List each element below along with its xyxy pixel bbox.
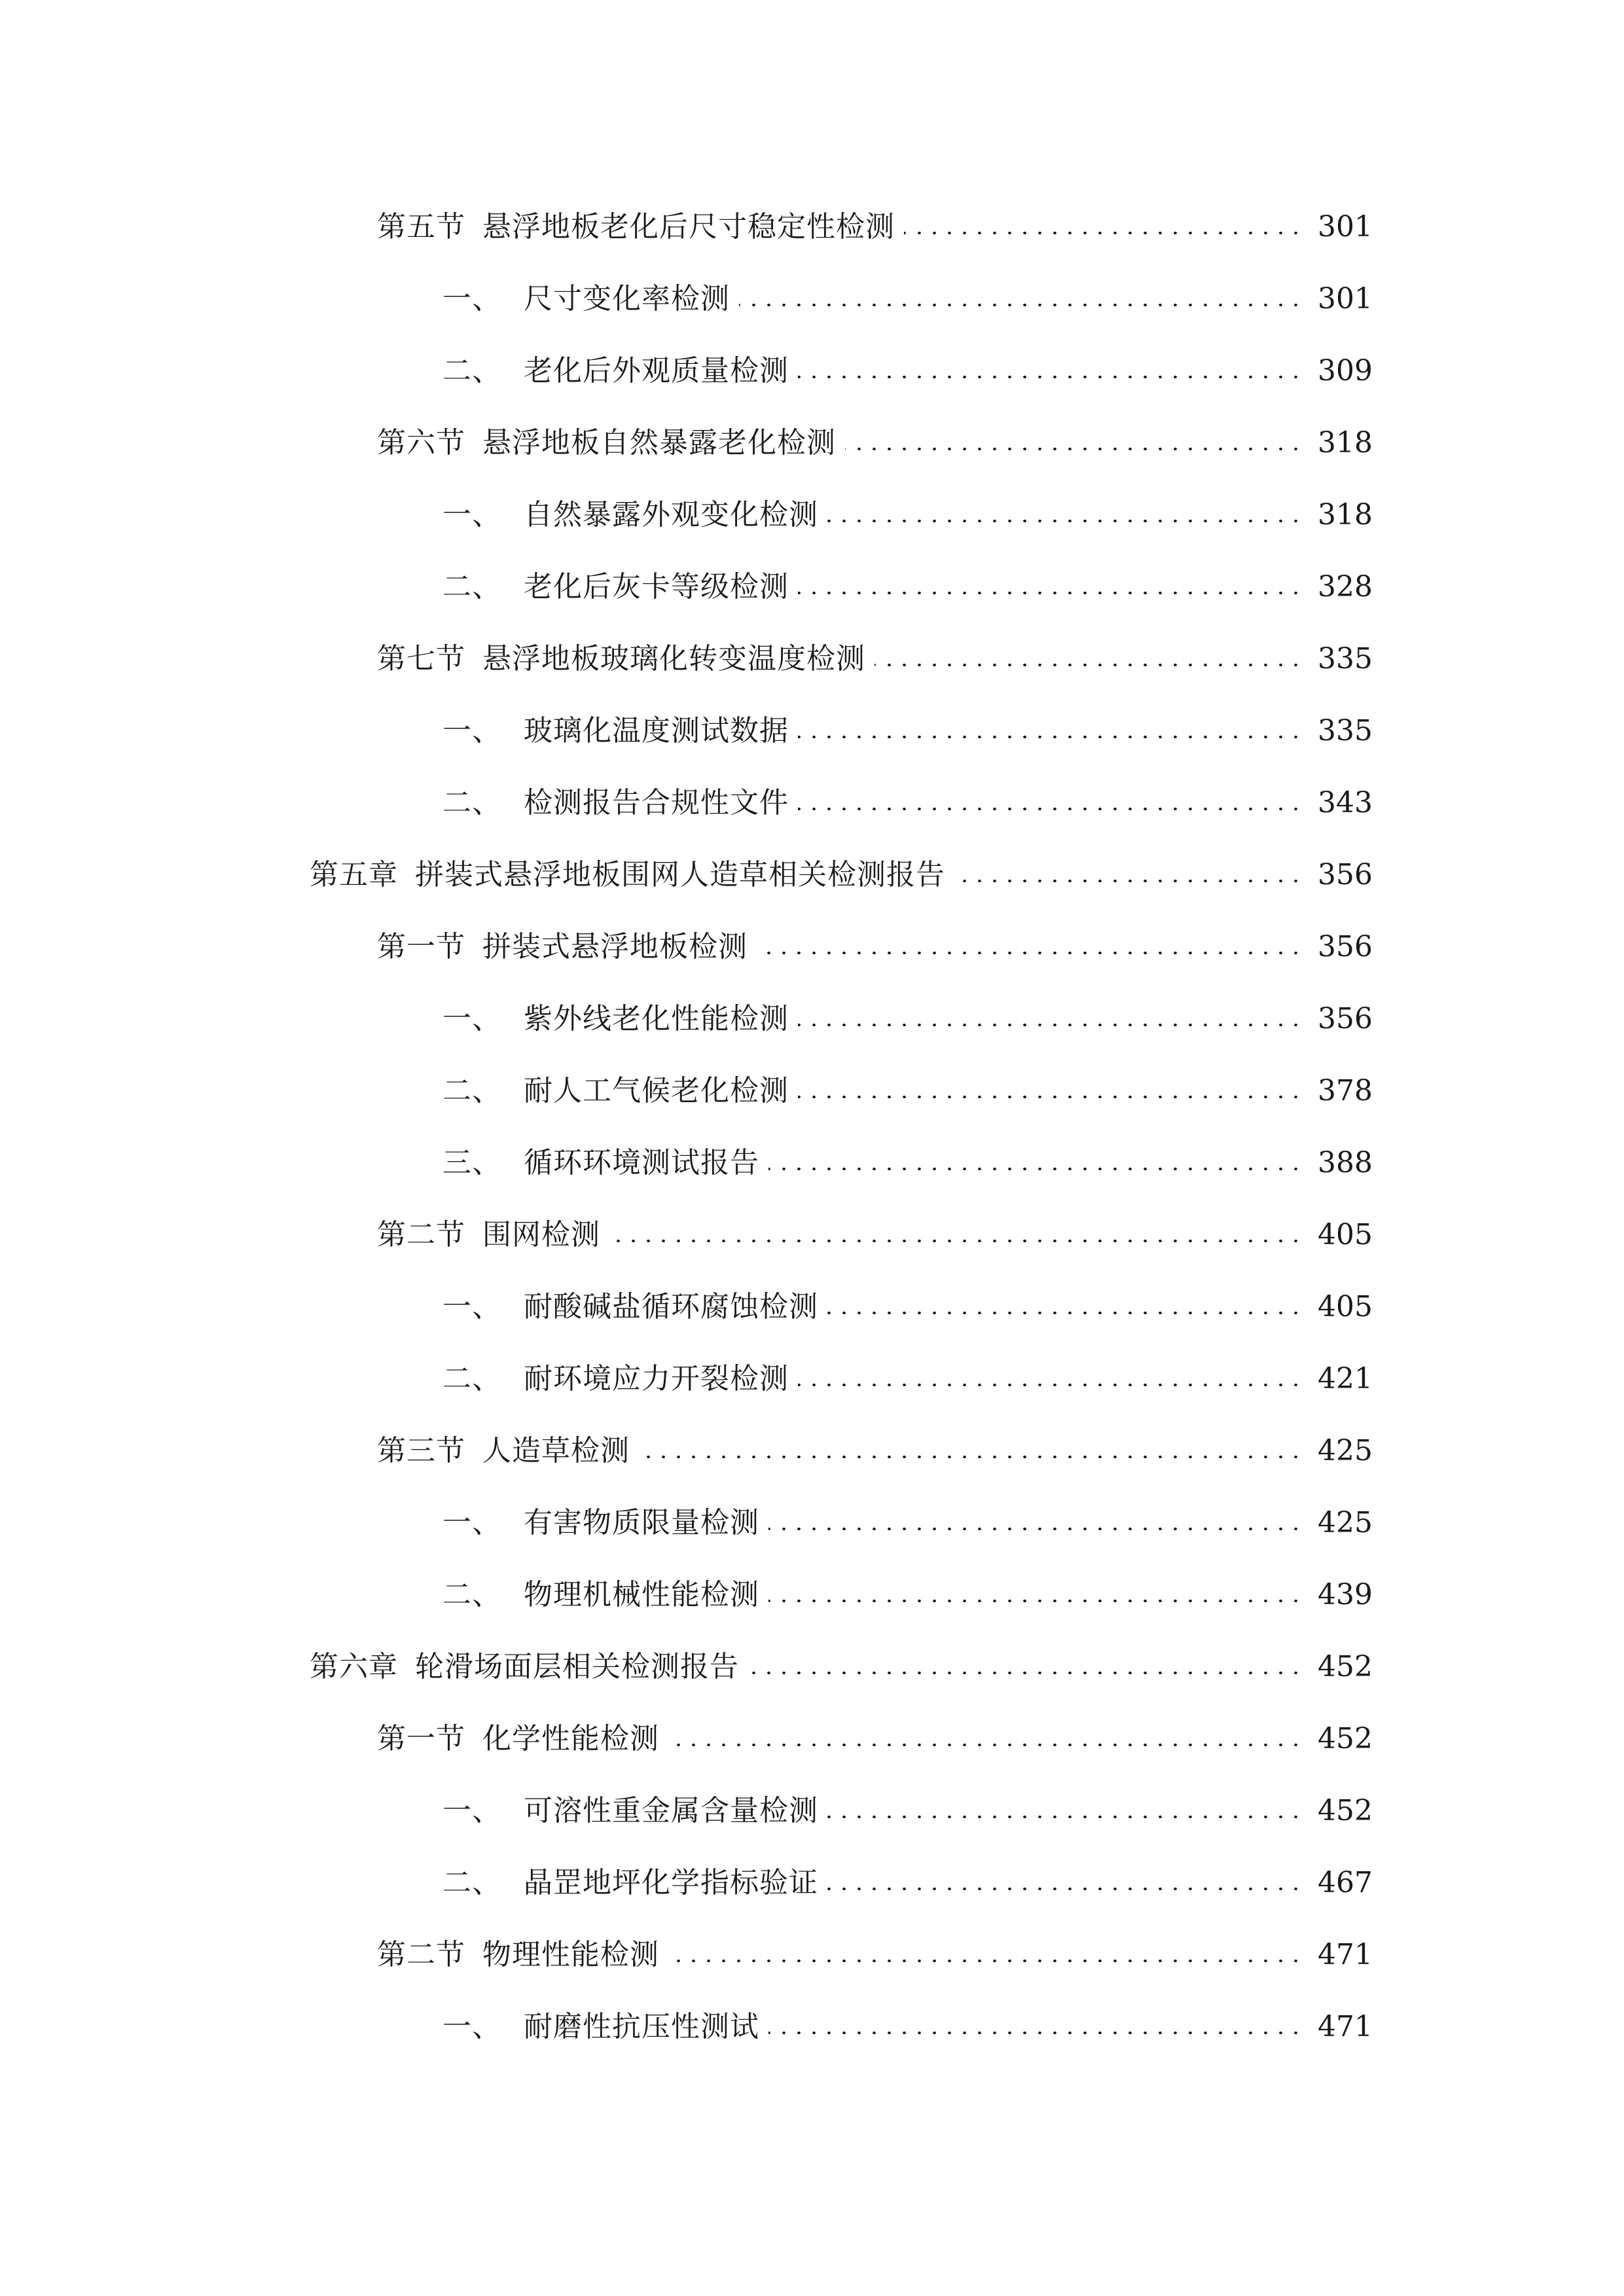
toc-entry-level-3[interactable] <box>0 479 1373 551</box>
toc-entry-title: 耐磨性抗压性测试 <box>524 2010 759 2043</box>
toc-entry-level-3[interactable] <box>0 551 1373 623</box>
toc-entry-page-number: 328 <box>1318 570 1373 603</box>
dot-leader <box>904 232 1303 234</box>
toc-entry-number: 二、 <box>442 1074 501 1107</box>
toc-entry-number: 第一节 <box>377 930 465 963</box>
toc-entry-title: 人造草检测 <box>482 1434 630 1467</box>
toc-entry-page-number: 318 <box>1318 426 1373 459</box>
dot-leader <box>748 1672 1303 1674</box>
dot-leader <box>798 1096 1303 1098</box>
toc-entry-title: 检测报告合规性文件 <box>524 786 789 819</box>
toc-entry-title: 紫外线老化性能检测 <box>524 1002 789 1035</box>
toc-entry-level-3[interactable] <box>0 767 1373 839</box>
toc-entry-level-1[interactable] <box>0 839 1373 911</box>
toc-entry-title: 物理性能检测 <box>482 1938 659 1971</box>
toc-entry-title: 耐环境应力开裂检测 <box>524 1362 789 1395</box>
dot-leader <box>768 1528 1303 1530</box>
toc-entry-number: 一、 <box>442 1002 501 1035</box>
toc-entry-page-number: 471 <box>1318 1938 1373 1971</box>
toc-entry-number: 二、 <box>442 786 501 819</box>
toc-entry-level-3[interactable] <box>0 1487 1373 1559</box>
dot-leader <box>757 952 1303 954</box>
toc-entry-page-number: 421 <box>1318 1362 1373 1395</box>
toc-entry-level-2[interactable] <box>0 1199 1373 1271</box>
dot-leader <box>798 1384 1303 1386</box>
toc-entry-number: 一、 <box>442 282 501 315</box>
dot-leader <box>739 304 1303 306</box>
toc-entry-level-3[interactable] <box>0 983 1373 1055</box>
toc-entry-title: 拼装式悬浮地板围网人造草相关检测报告 <box>415 858 945 891</box>
toc-entry-level-2[interactable] <box>0 1919 1373 1991</box>
toc-entry-number: 第二节 <box>377 1218 465 1251</box>
toc-entry-level-2[interactable] <box>0 911 1373 983</box>
toc-entry-level-2[interactable] <box>0 407 1373 479</box>
dot-leader <box>768 1600 1303 1602</box>
dot-leader <box>875 664 1303 666</box>
toc-entry-title: 悬浮地板自然暴露老化检测 <box>482 426 836 459</box>
dot-leader <box>798 736 1303 738</box>
toc-entry-number: 第三节 <box>377 1434 465 1467</box>
toc-entry-level-3[interactable] <box>0 1271 1373 1343</box>
toc-entry-level-3[interactable] <box>0 695 1373 767</box>
dot-leader <box>798 376 1303 378</box>
toc-entry-page-number: 343 <box>1318 786 1373 819</box>
toc-entry-page-number: 405 <box>1318 1290 1373 1323</box>
dot-leader <box>827 1312 1303 1314</box>
toc-entry-number: 三、 <box>442 1146 501 1179</box>
toc-entry-title: 有害物质限量检测 <box>524 1506 759 1539</box>
toc-entry-number: 二、 <box>442 1866 501 1899</box>
toc-entry-page-number: 388 <box>1318 1146 1373 1179</box>
dot-leader <box>798 808 1303 810</box>
toc-entry-page-number: 452 <box>1318 1722 1373 1755</box>
toc-entry-page-number: 467 <box>1318 1866 1373 1899</box>
toc-entry-page-number: 471 <box>1318 2010 1373 2043</box>
toc-entry-title: 化学性能检测 <box>482 1722 659 1755</box>
toc-entry-number: 一、 <box>442 498 501 531</box>
toc-entry-title: 物理机械性能检测 <box>524 1578 759 1611</box>
dot-leader <box>798 592 1303 594</box>
dot-leader <box>668 1960 1303 1962</box>
toc-entry-page-number: 425 <box>1318 1506 1373 1539</box>
toc-entry-number: 一、 <box>442 1506 501 1539</box>
dot-leader <box>827 520 1303 522</box>
toc-entry-level-2[interactable] <box>0 1703 1373 1775</box>
toc-entry-page-number: 301 <box>1318 210 1373 243</box>
toc-entry-title: 老化后外观质量检测 <box>524 354 789 387</box>
toc-entry-level-2[interactable] <box>0 1415 1373 1487</box>
toc-entry-title: 轮滑场面层相关检测报告 <box>415 1650 739 1683</box>
toc-entry-page-number: 335 <box>1318 714 1373 747</box>
dot-leader <box>798 1024 1303 1026</box>
toc-entry-title: 尺寸变化率检测 <box>524 282 730 315</box>
dot-leader <box>609 1240 1303 1242</box>
toc-entry-title: 耐人工气候老化检测 <box>524 1074 789 1107</box>
toc-entry-level-3[interactable] <box>0 1127 1373 1199</box>
toc-entry-title: 围网检测 <box>482 1218 600 1251</box>
toc-entry-level-3[interactable] <box>0 1847 1373 1919</box>
toc-entry-level-3[interactable] <box>0 335 1373 407</box>
dot-leader <box>845 448 1303 450</box>
toc-entry-number: 二、 <box>442 1578 501 1611</box>
toc-entry-title: 悬浮地板老化后尺寸稳定性检测 <box>482 210 895 243</box>
dot-leader <box>639 1456 1303 1458</box>
toc-entry-number: 一、 <box>442 714 501 747</box>
toc-entry-level-3[interactable] <box>0 1559 1373 1631</box>
toc-entry-level-3[interactable] <box>0 263 1373 335</box>
toc-entry-title: 晶罡地坪化学指标验证 <box>524 1866 818 1899</box>
toc-entry-number: 第五节 <box>377 210 465 243</box>
toc-entry-level-2[interactable] <box>0 623 1373 695</box>
toc-entry-level-3[interactable] <box>0 1343 1373 1415</box>
toc-entry-title: 可溶性重金属含量检测 <box>524 1794 818 1827</box>
toc-entry-page-number: 356 <box>1318 858 1373 891</box>
toc-entry-number: 二、 <box>442 1362 501 1395</box>
toc-entry-title: 玻璃化温度测试数据 <box>524 714 789 747</box>
toc-entry-page-number: 405 <box>1318 1218 1373 1251</box>
toc-entry-page-number: 356 <box>1318 1002 1373 1035</box>
dot-leader <box>827 1888 1303 1890</box>
toc-entry-page-number: 378 <box>1318 1074 1373 1107</box>
dot-leader <box>954 880 1303 882</box>
table-of-contents <box>0 191 1624 2063</box>
toc-entry-number: 第六章 <box>310 1650 398 1683</box>
toc-entry-number: 第五章 <box>310 858 398 891</box>
toc-entry-page-number: 452 <box>1318 1650 1373 1683</box>
toc-entry-page-number: 439 <box>1318 1578 1373 1611</box>
toc-entry-number: 二、 <box>442 354 501 387</box>
toc-entry-page-number: 318 <box>1318 498 1373 531</box>
toc-entry-level-2[interactable] <box>0 191 1373 263</box>
toc-entry-page-number: 301 <box>1318 282 1373 315</box>
dot-leader <box>668 1744 1303 1746</box>
toc-entry-number: 一、 <box>442 1290 501 1323</box>
toc-entry-level-3[interactable] <box>0 1055 1373 1127</box>
toc-entry-title: 耐酸碱盐循环腐蚀检测 <box>524 1290 818 1323</box>
toc-entry-title: 拼装式悬浮地板检测 <box>482 930 748 963</box>
toc-entry-title: 自然暴露外观变化检测 <box>524 498 818 531</box>
toc-entry-page-number: 356 <box>1318 930 1373 963</box>
toc-entry-title: 老化后灰卡等级检测 <box>524 570 789 603</box>
toc-entry-level-3[interactable] <box>0 1775 1373 1847</box>
toc-entry-page-number: 452 <box>1318 1794 1373 1827</box>
toc-entry-number: 第六节 <box>377 426 465 459</box>
toc-entry-page-number: 425 <box>1318 1434 1373 1467</box>
toc-entry-number: 一、 <box>442 1794 501 1827</box>
toc-entry-number: 第一节 <box>377 1722 465 1755</box>
toc-entry-title: 循环环境测试报告 <box>524 1146 759 1179</box>
toc-entry-number: 第二节 <box>377 1938 465 1971</box>
toc-entry-level-3[interactable] <box>0 1991 1373 2063</box>
toc-entry-number: 二、 <box>442 570 501 603</box>
toc-entry-number: 一、 <box>442 2010 501 2043</box>
dot-leader <box>827 1816 1303 1818</box>
toc-entry-page-number: 309 <box>1318 354 1373 387</box>
toc-entry-level-1[interactable] <box>0 1631 1373 1703</box>
toc-entry-title: 悬浮地板玻璃化转变温度检测 <box>482 642 865 675</box>
dot-leader <box>768 2032 1303 2034</box>
toc-entry-number: 第七节 <box>377 642 465 675</box>
toc-entry-page-number: 335 <box>1318 642 1373 675</box>
dot-leader <box>768 1168 1303 1170</box>
